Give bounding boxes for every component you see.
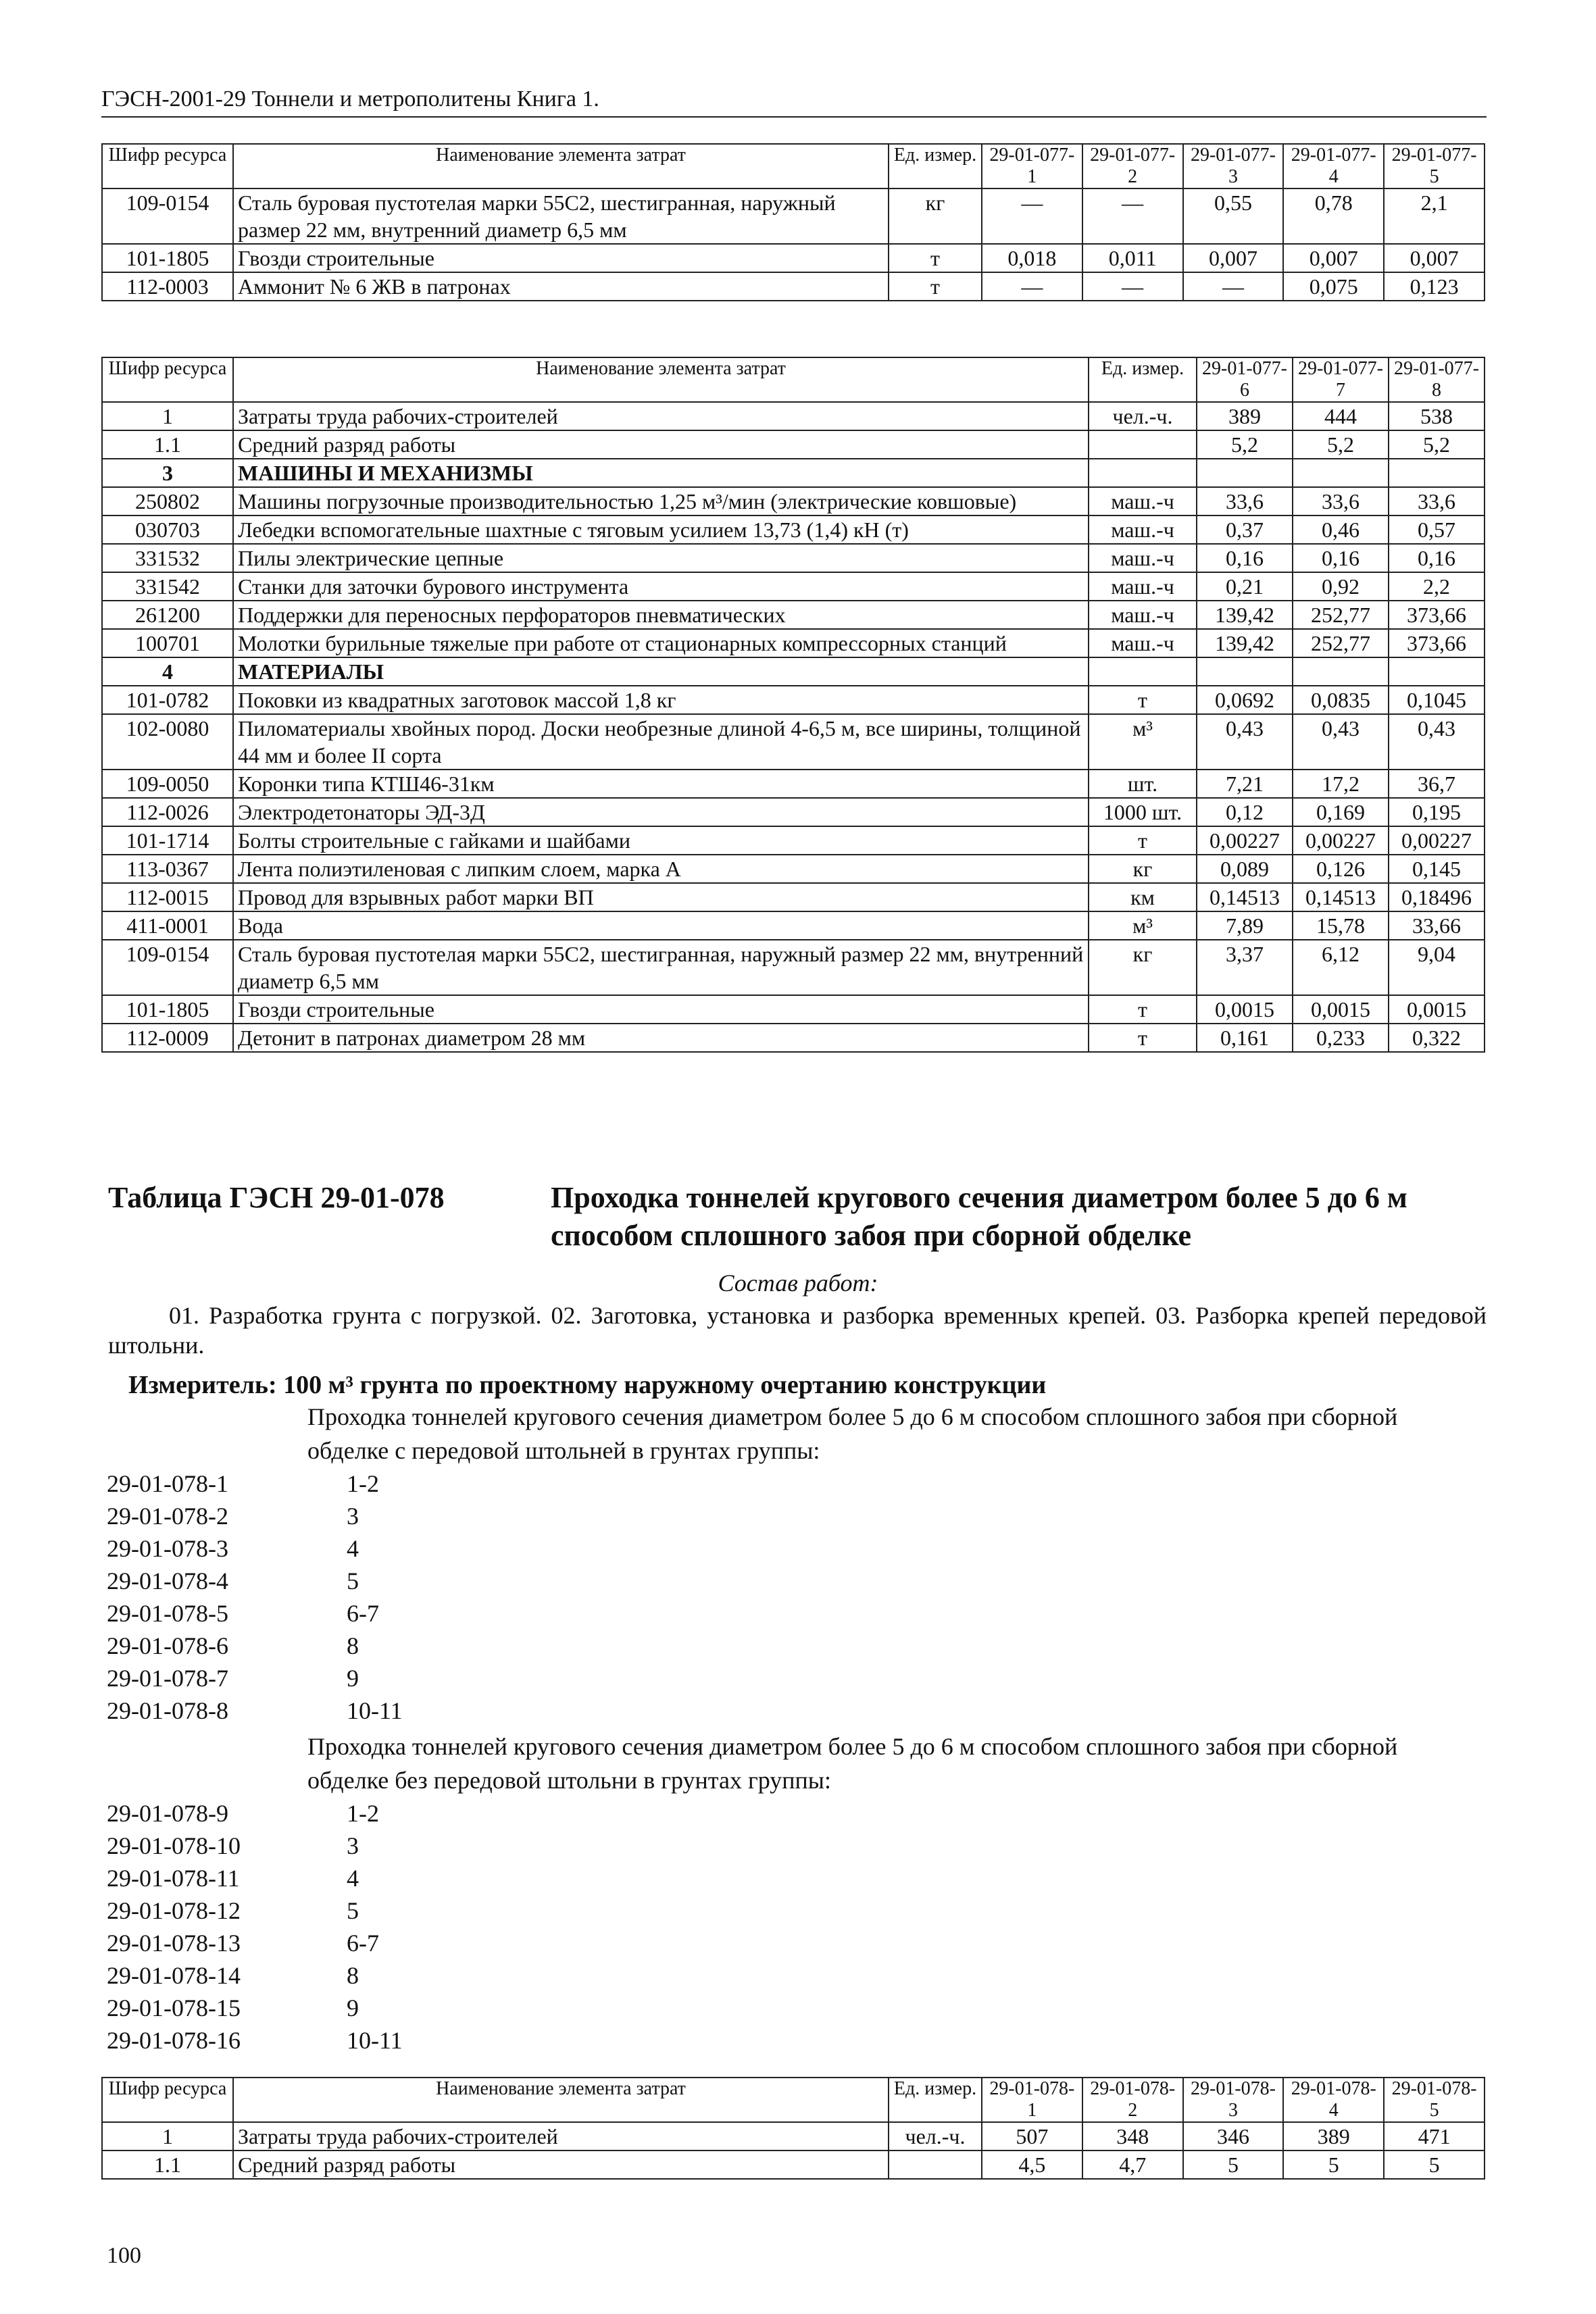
value-cell: 0,161 (1197, 1024, 1293, 1052)
value-cell (1197, 459, 1293, 487)
value-cell: 0,16 (1389, 544, 1485, 572)
value-cell: 0,007 (1384, 244, 1485, 272)
resource-code: 1 (102, 402, 233, 430)
cost-element-name: Сталь буровая пустотелая марки 55С2, шестигранная, наружный размер 22 мм, внутренний диаметр 6,5 мм (233, 940, 1089, 995)
column-header: 29-01-078-2 (1082, 2078, 1183, 2122)
list-item (107, 1662, 403, 1694)
unit-cell: т (1089, 995, 1197, 1024)
value-cell: 15,78 (1293, 911, 1389, 940)
unit-cell: маш.-ч (1089, 487, 1197, 515)
column-header: Ед. измер. (889, 2078, 982, 2122)
list-item (107, 1797, 403, 1830)
value-cell: — (1082, 272, 1183, 301)
cost-element-name: Коронки типа КТШ46-31км (233, 770, 1089, 798)
table-header-row (102, 144, 1485, 188)
works-text: 01. Разработка грунта с погрузкой. 02. Заготовка, установка и разборка временных крепей. 03. Разборка крепей передовой штольни. (108, 1302, 1487, 1359)
soil-group: 9 (347, 1665, 359, 1692)
resource-code: 100701 (102, 629, 233, 657)
column-header: Шифр ресурса (102, 144, 233, 188)
value-cell: 0,007 (1283, 244, 1384, 272)
resource-code: 1 (102, 2122, 233, 2150)
value-cell: 0,007 (1183, 244, 1284, 272)
resource-code: 112-0009 (102, 1024, 233, 1052)
value-cell: 33,6 (1389, 487, 1485, 515)
value-cell: 0,14513 (1197, 883, 1293, 911)
value-cell: 0,1045 (1389, 686, 1485, 714)
value-cell: 348 (1082, 2122, 1183, 2150)
value-cell: 5,2 (1197, 430, 1293, 459)
value-cell: 0,92 (1293, 572, 1389, 601)
resources-table-078-1-5 (101, 2077, 1485, 2180)
cost-element-name: Средний разряд работы (233, 2150, 889, 2179)
resource-code: 1.1 (102, 2150, 233, 2179)
value-cell: 33,66 (1389, 911, 1485, 940)
cost-element-name: Вода (233, 911, 1089, 940)
norm-code: 29-01-078-13 (107, 1930, 241, 1957)
column-header: Ед. измер. (889, 144, 982, 188)
norm-code: 29-01-078-5 (107, 1600, 228, 1627)
value-cell: 0,322 (1389, 1024, 1485, 1052)
unit-cell: т (1089, 686, 1197, 714)
value-cell: 33,6 (1293, 487, 1389, 515)
table-row (102, 911, 1485, 940)
soil-group: 3 (347, 1503, 359, 1530)
cost-element-name: Затраты труда рабочих-строителей (233, 2122, 889, 2150)
value-cell: 0,14513 (1293, 883, 1389, 911)
unit-cell: маш.-ч (1089, 544, 1197, 572)
table-row (102, 487, 1485, 515)
resource-code: 101-1805 (102, 244, 233, 272)
value-cell (1389, 657, 1485, 686)
table-row (102, 940, 1485, 995)
value-cell: 139,42 (1197, 601, 1293, 629)
column-header: 29-01-078-4 (1283, 2078, 1384, 2122)
value-cell: 0,126 (1293, 855, 1389, 883)
table-row (102, 2122, 1485, 2150)
value-cell: — (982, 272, 1082, 301)
soil-group: 10-11 (347, 1697, 403, 1724)
resource-code: 112-0026 (102, 798, 233, 826)
cost-element-name: Сталь буровая пустотелая марки 55С2, шестигранная, наружный размер 22 мм, внутренний диаметр 6,5 мм (233, 188, 889, 244)
cost-element-name: Лента полиэтиленовая с липким слоем, марка А (233, 855, 1089, 883)
unit-cell: т (889, 272, 982, 301)
value-cell: 0,00227 (1293, 826, 1389, 855)
norm-code: 29-01-078-16 (107, 2027, 241, 2054)
norm-code: 29-01-078-2 (107, 1503, 228, 1530)
unit-cell: кг (1089, 855, 1197, 883)
value-cell: 0,46 (1293, 515, 1389, 544)
norm-code: 29-01-078-3 (107, 1535, 228, 1562)
table-row (102, 1024, 1485, 1052)
value-cell: 346 (1183, 2122, 1284, 2150)
value-cell (1197, 657, 1293, 686)
unit-cell: маш.-ч (1089, 629, 1197, 657)
column-header: 29-01-077-7 (1293, 357, 1389, 402)
value-cell: 0,018 (982, 244, 1082, 272)
cost-element-name: МАТЕРИАЛЫ (233, 657, 1089, 686)
cost-element-name: Молотки бурильные тяжелые при работе от стационарных компрессорных станций (233, 629, 1089, 657)
resource-code: 030703 (102, 515, 233, 544)
value-cell: 252,77 (1293, 629, 1389, 657)
soil-group: 6-7 (347, 1600, 379, 1627)
unit-cell: чел.-ч. (1089, 402, 1197, 430)
resource-code: 101-1805 (102, 995, 233, 1024)
value-cell: 7,21 (1197, 770, 1293, 798)
value-cell: 0,195 (1389, 798, 1485, 826)
cost-element-name: Средний разряд работы (233, 430, 1089, 459)
resource-code: 102-0080 (102, 714, 233, 770)
cost-element-name: Пиломатериалы хвойных пород. Доски необрезные длиной 4-6,5 м, все ширины, толщиной 44 мм и более II сорта (233, 714, 1089, 770)
value-cell: 0,0692 (1197, 686, 1293, 714)
column-header: 29-01-077-2 (1082, 144, 1183, 188)
resource-code: 331542 (102, 572, 233, 601)
table-row (102, 686, 1485, 714)
norm-code: 29-01-078-4 (107, 1567, 228, 1594)
table-row (102, 272, 1485, 301)
resources-table-077-6-8 (101, 357, 1485, 1053)
table-row (102, 402, 1485, 430)
cost-element-name: Провод для взрывных работ марки ВП (233, 883, 1089, 911)
cost-element-name: Гвозди строительные (233, 244, 889, 272)
value-cell: 0,233 (1293, 1024, 1389, 1052)
resource-code: 4 (102, 657, 233, 686)
unit-cell: т (1089, 1024, 1197, 1052)
soil-group: 5 (347, 1567, 359, 1594)
column-header: Ед. измер. (1089, 357, 1197, 402)
resource-code: 113-0367 (102, 855, 233, 883)
value-cell: 0,16 (1197, 544, 1293, 572)
table-row (102, 572, 1485, 601)
resource-code: 411-0001 (102, 911, 233, 940)
list-item (107, 1894, 403, 1927)
cost-element-name: Поковки из квадратных заготовок массой 1,8 кг (233, 686, 1089, 714)
table-row (102, 883, 1485, 911)
value-cell: 0,43 (1197, 714, 1293, 770)
unit-cell: кг (1089, 940, 1197, 995)
list-item (107, 1830, 403, 1862)
list-item (107, 1992, 403, 2024)
value-cell: 33,6 (1197, 487, 1293, 515)
value-cell: 0,12 (1197, 798, 1293, 826)
norm-code: 29-01-078-15 (107, 1994, 241, 2021)
cost-element-name: Станки для заточки бурового инструмента (233, 572, 1089, 601)
column-header: 29-01-078-1 (982, 2078, 1082, 2122)
value-cell: 0,43 (1293, 714, 1389, 770)
column-header: Наименование элемента затрат (233, 144, 889, 188)
value-cell: 444 (1293, 402, 1389, 430)
soil-group: 10-11 (347, 2027, 403, 2054)
value-cell: 389 (1283, 2122, 1384, 2150)
value-cell: 4,5 (982, 2150, 1082, 2179)
soil-group: 1-2 (347, 1470, 379, 1497)
value-cell: 0,57 (1389, 515, 1485, 544)
value-cell: 5,2 (1293, 430, 1389, 459)
unit-cell (1089, 657, 1197, 686)
list-item (107, 1532, 403, 1565)
norm-code: 29-01-078-11 (107, 1865, 240, 1892)
soil-group: 8 (347, 1962, 359, 1989)
value-cell: 0,011 (1082, 244, 1183, 272)
value-cell: 0,18496 (1389, 883, 1485, 911)
norm-code: 29-01-078-14 (107, 1962, 241, 1989)
unit-cell: км (1089, 883, 1197, 911)
value-cell: 0,78 (1283, 188, 1384, 244)
value-cell: 0,123 (1384, 272, 1485, 301)
norm-code: 29-01-078-1 (107, 1470, 228, 1497)
unit-cell: м³ (1089, 714, 1197, 770)
intro-with-pilot-adit: Проходка тоннелей кругового сечения диаметром более 5 до 6 м способом сплошного забоя при сборной обделке с передовой штольней в грунтах группы: (307, 1403, 1398, 1464)
value-cell: 2,1 (1384, 188, 1485, 244)
column-header: 29-01-077-8 (1389, 357, 1485, 402)
table-row (102, 714, 1485, 770)
unit-cell: маш.-ч (1089, 515, 1197, 544)
unit-cell: т (1089, 826, 1197, 855)
table-row (102, 826, 1485, 855)
value-cell (1293, 657, 1389, 686)
column-header: 29-01-077-6 (1197, 357, 1293, 402)
resources-table-077-1-5 (101, 143, 1485, 301)
table-row (102, 855, 1485, 883)
unit-cell: чел.-ч. (889, 2122, 982, 2150)
cost-element-name: Машины погрузочные производительностью 1,25 м³/мин (электрические ковшовые) (233, 487, 1089, 515)
table-row (102, 188, 1485, 244)
soil-group: 1-2 (347, 1800, 379, 1827)
value-cell: 0,00227 (1389, 826, 1485, 855)
value-cell: — (1082, 188, 1183, 244)
column-header: 29-01-078-3 (1183, 2078, 1284, 2122)
value-cell: 373,66 (1389, 629, 1485, 657)
measure-unit: Измеритель: 100 м³ грунта по проектному наружному очертанию конструкции (128, 1371, 1047, 1399)
soil-group: 4 (347, 1865, 359, 1892)
list-item (107, 1597, 403, 1630)
column-header: Шифр ресурса (102, 357, 233, 402)
cost-element-name: Аммонит № 6 ЖВ в патронах (233, 272, 889, 301)
value-cell: 0,0835 (1293, 686, 1389, 714)
table-row (102, 515, 1485, 544)
value-cell: 5 (1384, 2150, 1485, 2179)
value-cell: 252,77 (1293, 601, 1389, 629)
table-row (102, 2150, 1485, 2179)
list-item (107, 1500, 403, 1532)
value-cell: 0,0015 (1293, 995, 1389, 1024)
list-item (107, 2024, 403, 2057)
resource-code: 1.1 (102, 430, 233, 459)
soil-group: 9 (347, 1994, 359, 2021)
unit-cell: т (889, 244, 982, 272)
resource-code: 109-0050 (102, 770, 233, 798)
cost-element-name: Поддержки для переносных перфораторов пневматических (233, 601, 1089, 629)
column-header: 29-01-077-3 (1183, 144, 1284, 188)
norm-list-2 (107, 1797, 403, 2057)
list-item (107, 1694, 403, 1727)
table-row (102, 629, 1485, 657)
value-cell: 139,42 (1197, 629, 1293, 657)
section-row (102, 657, 1485, 686)
cost-element-name: Гвозди строительные (233, 995, 1089, 1024)
value-cell: 7,89 (1197, 911, 1293, 940)
column-header: 29-01-077-1 (982, 144, 1082, 188)
value-cell: 2,2 (1389, 572, 1485, 601)
resource-code: 112-0003 (102, 272, 233, 301)
table-heading: Проходка тоннелей кругового сечения диаметром более 5 до 6 м способом сплошного забоя при сборной обделке (551, 1181, 1407, 1252)
column-header: 29-01-077-4 (1283, 144, 1384, 188)
unit-cell: маш.-ч (1089, 572, 1197, 601)
page-number: 100 (107, 2243, 141, 2268)
table-row (102, 798, 1485, 826)
norm-code: 29-01-078-8 (107, 1697, 228, 1724)
unit-cell: маш.-ч (1089, 601, 1197, 629)
resource-code: 109-0154 (102, 940, 233, 995)
list-item (107, 1959, 403, 1992)
resource-code: 101-1714 (102, 826, 233, 855)
resource-code: 331532 (102, 544, 233, 572)
table-row (102, 601, 1485, 629)
table-row (102, 544, 1485, 572)
cost-element-name: Детонит в патронах диаметром 28 мм (233, 1024, 1089, 1052)
value-cell: 373,66 (1389, 601, 1485, 629)
norm-code: 29-01-078-10 (107, 1832, 241, 1859)
unit-cell: м³ (1089, 911, 1197, 940)
value-cell: 4,7 (1082, 2150, 1183, 2179)
value-cell (1293, 459, 1389, 487)
value-cell: 9,04 (1389, 940, 1485, 995)
section-row (102, 459, 1485, 487)
value-cell: 6,12 (1293, 940, 1389, 995)
resource-code: 109-0154 (102, 188, 233, 244)
value-cell: 389 (1197, 402, 1293, 430)
unit-cell: шт. (1089, 770, 1197, 798)
soil-group: 3 (347, 1832, 359, 1859)
list-item (107, 1467, 403, 1500)
value-cell: — (1183, 272, 1284, 301)
value-cell: 0,55 (1183, 188, 1284, 244)
soil-group: 4 (347, 1535, 359, 1562)
column-header: Шифр ресурса (102, 2078, 233, 2122)
value-cell: 0,0015 (1197, 995, 1293, 1024)
resource-code: 112-0015 (102, 883, 233, 911)
list-item (107, 1927, 403, 1959)
soil-group: 5 (347, 1897, 359, 1924)
value-cell: 0,0015 (1389, 995, 1485, 1024)
value-cell: 0,169 (1293, 798, 1389, 826)
value-cell: 0,145 (1389, 855, 1485, 883)
value-cell: 0,089 (1197, 855, 1293, 883)
table-label: Таблица ГЭСН 29-01-078 (108, 1181, 445, 1214)
value-cell: 17,2 (1293, 770, 1389, 798)
table-row (102, 244, 1485, 272)
value-cell: 507 (982, 2122, 1082, 2150)
table-header-row (102, 357, 1485, 402)
table-header-row (102, 2078, 1485, 2122)
cost-element-name: МАШИНЫ И МЕХАНИЗМЫ (233, 459, 1089, 487)
resource-code: 101-0782 (102, 686, 233, 714)
column-header: 29-01-077-5 (1384, 144, 1485, 188)
cost-element-name: Лебедки вспомогательные шахтные с тяговым усилием 13,73 (1,4) кН (т) (233, 515, 1089, 544)
unit-cell: 1000 шт. (1089, 798, 1197, 826)
value-cell: 0,37 (1197, 515, 1293, 544)
list-item (107, 1565, 403, 1597)
resource-code: 261200 (102, 601, 233, 629)
list-item (107, 1630, 403, 1662)
running-header: ГЭСН-2001-29 Тоннели и метрополитены Книга 1. (101, 86, 1487, 118)
value-cell: 471 (1384, 2122, 1485, 2150)
table-row (102, 770, 1485, 798)
value-cell: 3,37 (1197, 940, 1293, 995)
unit-cell (889, 2150, 982, 2179)
cost-element-name: Электродетонаторы ЭД-3Д (233, 798, 1089, 826)
column-header: Наименование элемента затрат (233, 357, 1089, 402)
norm-code: 29-01-078-7 (107, 1665, 228, 1692)
soil-group: 8 (347, 1632, 359, 1659)
column-header: 29-01-078-5 (1384, 2078, 1485, 2122)
value-cell: 5,2 (1389, 430, 1485, 459)
cost-element-name: Затраты труда рабочих-строителей (233, 402, 1089, 430)
column-header: Наименование элемента затрат (233, 2078, 889, 2122)
intro-without-pilot-adit: Проходка тоннелей кругового сечения диаметром более 5 до 6 м способом сплошного забоя при сборной обделке без передовой штольни в грунтах группы: (307, 1733, 1398, 1794)
value-cell: — (982, 188, 1082, 244)
unit-cell (1089, 459, 1197, 487)
value-cell: 0,075 (1283, 272, 1384, 301)
value-cell: 538 (1389, 402, 1485, 430)
works-heading: Состав работ: (718, 1269, 878, 1297)
resource-code: 3 (102, 459, 233, 487)
value-cell: 36,7 (1389, 770, 1485, 798)
value-cell: 0,00227 (1197, 826, 1293, 855)
unit-cell (1089, 430, 1197, 459)
cost-element-name: Пилы электрические цепные (233, 544, 1089, 572)
list-item (107, 1862, 403, 1894)
value-cell: 0,43 (1389, 714, 1485, 770)
table-row (102, 995, 1485, 1024)
soil-group: 6-7 (347, 1930, 379, 1957)
value-cell: 0,16 (1293, 544, 1389, 572)
norm-code: 29-01-078-6 (107, 1632, 228, 1659)
norm-list-1 (107, 1467, 403, 1727)
value-cell: 0,21 (1197, 572, 1293, 601)
norm-code: 29-01-078-9 (107, 1800, 228, 1827)
norm-code: 29-01-078-12 (107, 1897, 241, 1924)
unit-cell: кг (889, 188, 982, 244)
table-row (102, 430, 1485, 459)
value-cell: 5 (1183, 2150, 1284, 2179)
value-cell: 5 (1283, 2150, 1384, 2179)
resource-code: 250802 (102, 487, 233, 515)
cost-element-name: Болты строительные с гайками и шайбами (233, 826, 1089, 855)
value-cell (1389, 459, 1485, 487)
